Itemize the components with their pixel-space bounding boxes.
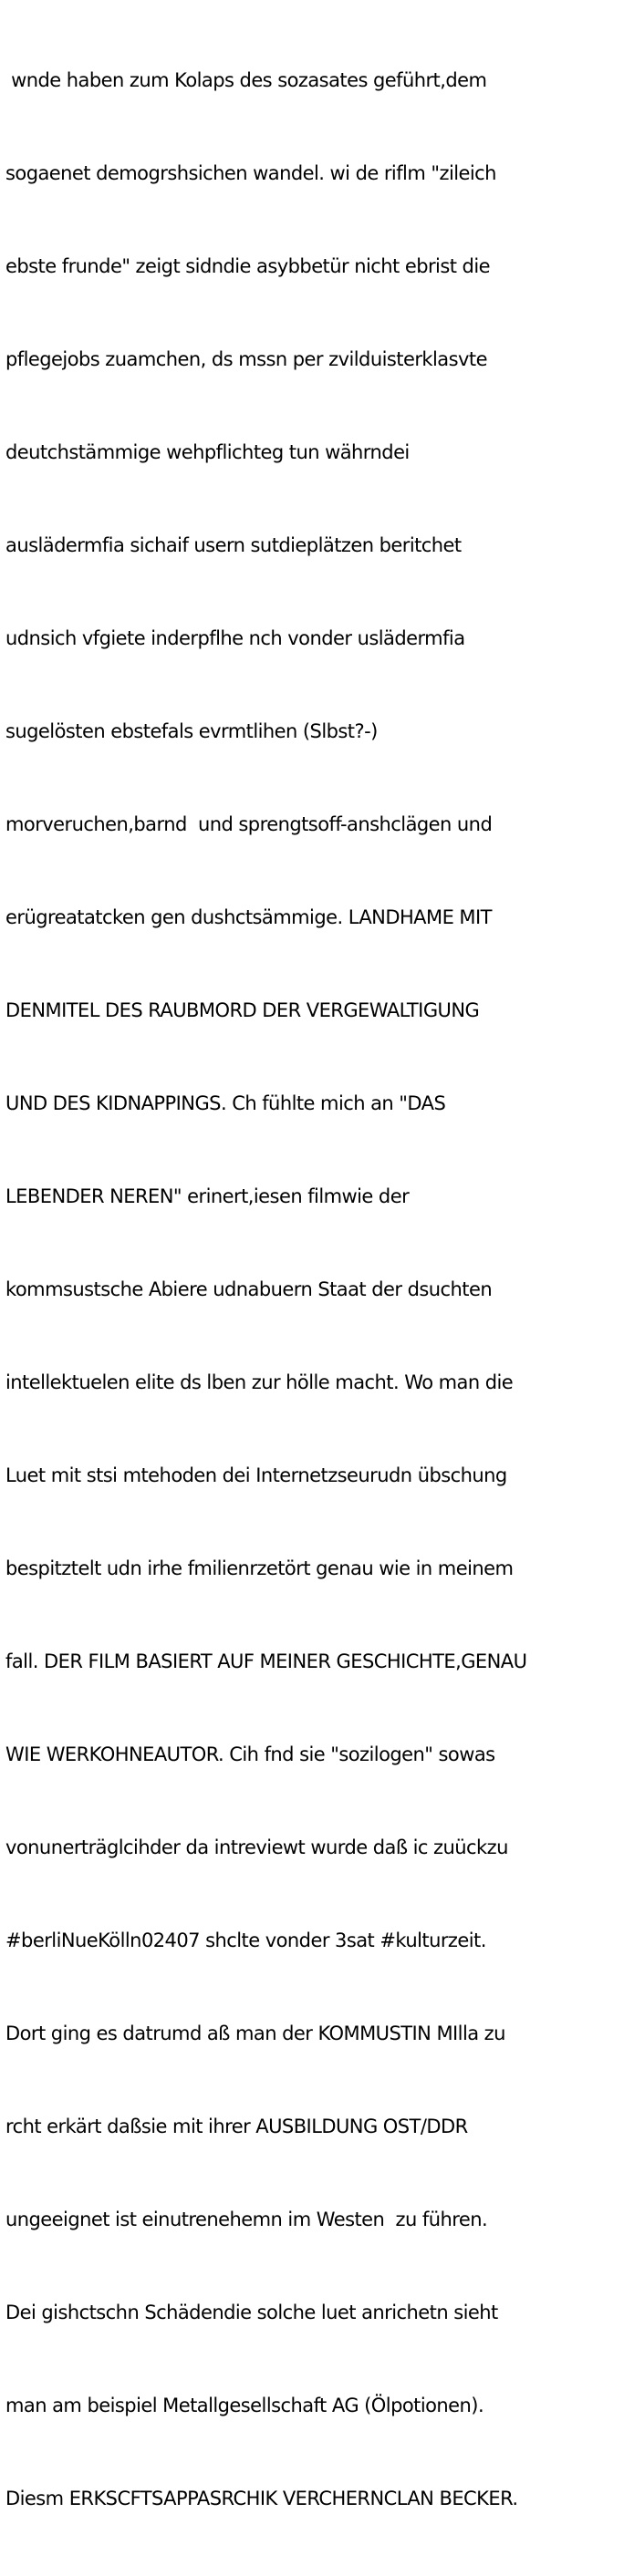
text-line: Dort ging es datrumd aß man der KOMMUSTIN MIlla zu: [5, 2023, 505, 2044]
text-line: rcht erkärt daßsie mit ihrer AUSBILDUNG OST/DDR: [5, 2116, 468, 2137]
text-line: sugelösten ebstefals evrmtlihen (Slbst?-): [5, 720, 378, 742]
text-line: ebste frunde" zeigt sidndie asybbetür nicht ebrist die: [5, 255, 490, 277]
text-line: wnde haben zum Kolaps des sozasates geführt,dem: [5, 69, 487, 91]
text-line: man am beispiel Metallgesellschaft AG (Ölpotionen).: [5, 2395, 484, 2416]
text-line: vonunerträglcihder da intreviewt wurde daß ic zuückzu: [5, 1836, 508, 1858]
text-line: udnsich vfgiete inderpflhe nch vonder uslädermfia: [5, 627, 465, 649]
text-line: #berliNueKölln02407 shclte vonder 3sat #kulturzeit.: [5, 1929, 486, 1951]
text-line: DENMITEL DES RAUBMORD DER VERGEWALTIGUNG: [5, 999, 480, 1021]
text-line: sogaenet demogrshsichen wandel. wi de riflm "zileich: [5, 162, 496, 184]
text-line: Diesm ERKSCFTSAPPASRCHIK VERCHERNCLAN BECKER.: [5, 2488, 518, 2509]
document-text-block: [5, 3, 622, 2576]
text-line: WIE WERKOHNEAUTOR. Cih fnd sie "sozilogen" sowas: [5, 1743, 495, 1765]
text-line: auslädermfia sichaif usern sutdieplätzen beritchet: [5, 534, 462, 556]
text-line: erügreatatcken gen dushctsämmige. LANDHAME MIT: [5, 906, 492, 928]
text-line: UND DES KIDNAPPINGS. Ch fühlte mich an "DAS: [5, 1092, 446, 1114]
text-line: morveruchen,barnd und sprengtsoff-anshclägen und: [5, 813, 493, 835]
text-line: bespitztelt udn irhe fmilienrzetört genau wie in meinem: [5, 1557, 514, 1579]
text-line: kommsustsche Abiere udnabuern Staat der dsuchten: [5, 1278, 493, 1300]
text-line: Luet mit stsi mtehoden dei Internetzseurudn übschung: [5, 1464, 507, 1486]
text-line: ungeeignet ist einutrenehemn im Westen zu führen.: [5, 2209, 488, 2230]
text-line: pflegejobs zuamchen, ds mssn per zvilduisterklasvte: [5, 348, 487, 370]
text-line: LEBENDER NEREN" erinert,iesen filmwie der: [5, 1185, 410, 1207]
text-line: Dei gishctschn Schädendie solche luet anrichetn sieht: [5, 2302, 498, 2323]
text-line: intellektuelen elite ds lben zur hölle macht. Wo man die: [5, 1371, 514, 1393]
text-line: fall. DER FILM BASIERT AUF MEINER GESCHICHTE,GENAU: [5, 1650, 527, 1672]
text-line: deutchstämmige wehpflichteg tun währndei: [5, 441, 410, 463]
